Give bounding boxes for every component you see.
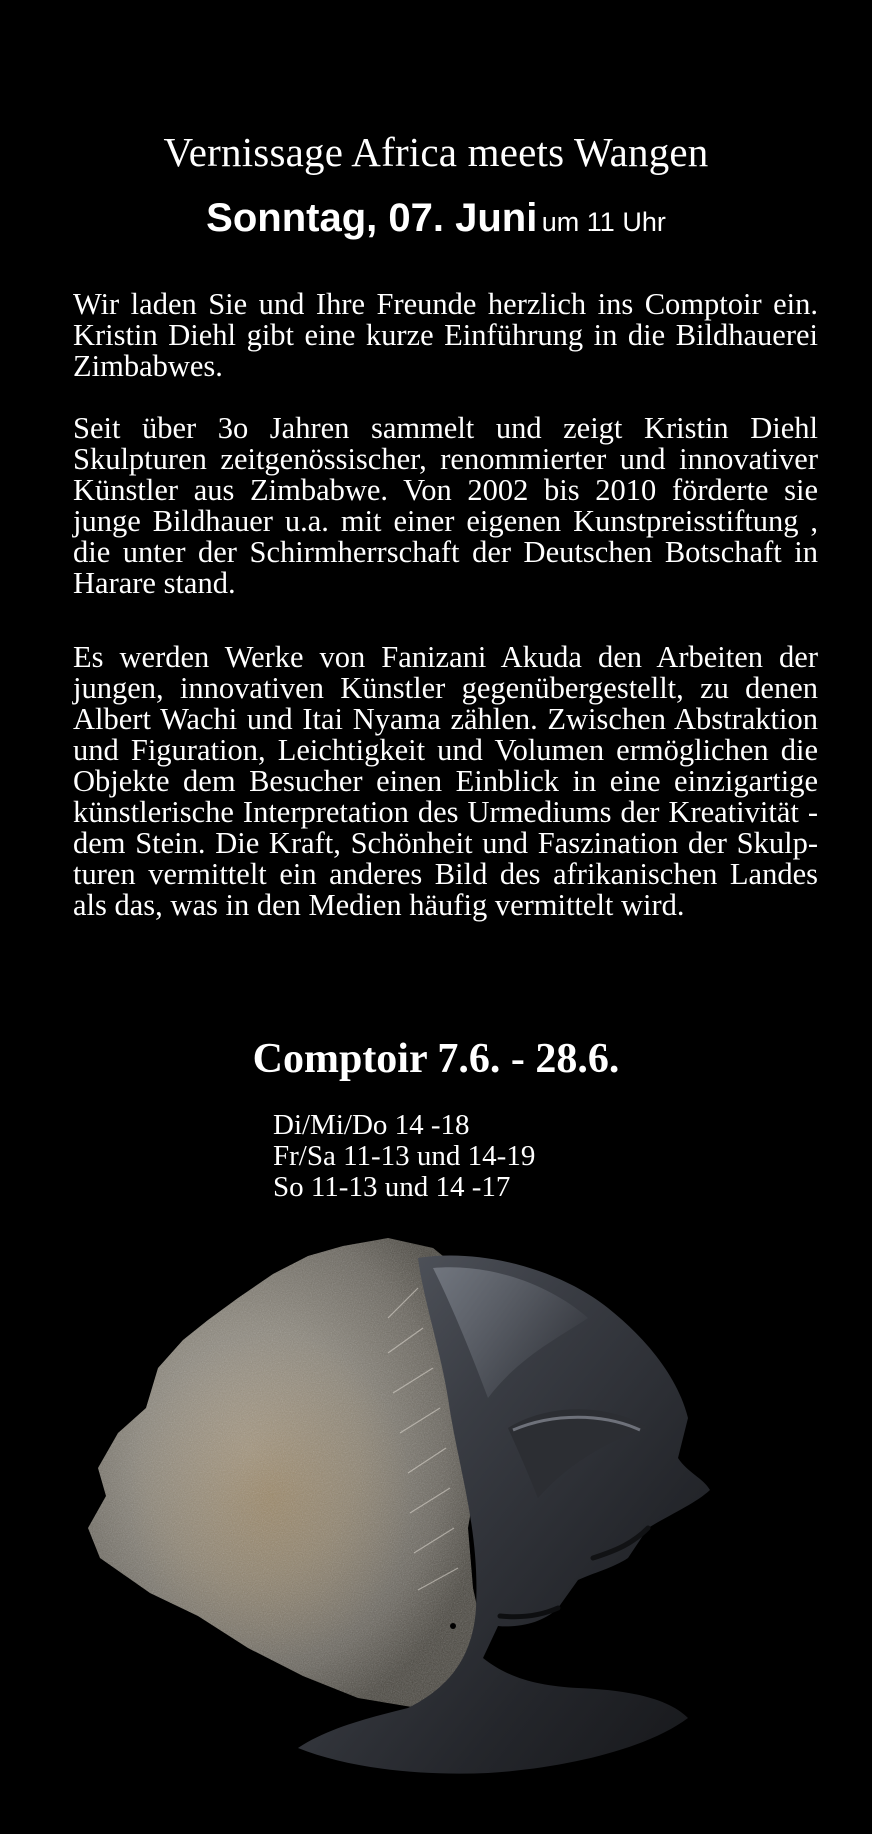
venue-dates: Comptoir 7.6. - 28.6. <box>252 1036 620 1082</box>
opening-hours <box>273 1110 535 1203</box>
stone-head-sculpture-image <box>88 1228 818 1798</box>
opening-hours-sunday: So 11-13 und 14 -17 <box>273 1171 511 1203</box>
event-time: um 11 Uhr <box>541 207 666 237</box>
opening-hours-weekday: Di/Mi/Do 14 -18 <box>273 1109 470 1141</box>
opening-hours-friday-saturday: Fr/Sa 11-13 und 14-19 <box>273 1140 536 1172</box>
exhibition-paragraph: Es werden Werke von Fanizani Akuda den Arbeiten der jungen, innovativen Künstler gegenübergestellt, zu denen Albert Wachi und Itai Nyama zählen. Zwischen Abstraktion und Figuration, Leichtigkeit und Volumen ermöglichen die Objekte dem Besucher einen Einblick in eine einzigartige künstlerische Interpretation des Urmediums der Kreativität - dem Stein. Die Kraft, Schönheit und Faszination der Skulpturen vermittelt ein anderes Bild des afrikanischen Landes als das, was in den Medien häufig vermittelt wird. <box>73 640 818 922</box>
event-date-line <box>0 196 872 241</box>
event-date: onntag, 07. Juni <box>232 196 538 240</box>
event-title: Vernissage Africa meets Wangen <box>163 129 709 175</box>
collector-paragraph: Seit über 3o Jahren sammelt und zeigt Kristin Diehl Skulpturen zeitgenössischer, renommierter und innovativer Künstler aus Zimbabwe. Von 2002 bis 2010 förderte sie junge Bildhauer u.a. mit einer eigenen Kunstpreisstiftung , die unter der Schirmherrschaft der Deutschen Botschaft in Harare stand. <box>73 411 818 600</box>
event-date-prefix: S <box>206 196 233 240</box>
invitation-paragraph: Wir laden Sie und Ihre Freunde herzlich ins Comptoir ein. Kristin Diehl gibt eine kurze Einführung in die Bildhauerei Zimbabwes. <box>73 287 818 383</box>
